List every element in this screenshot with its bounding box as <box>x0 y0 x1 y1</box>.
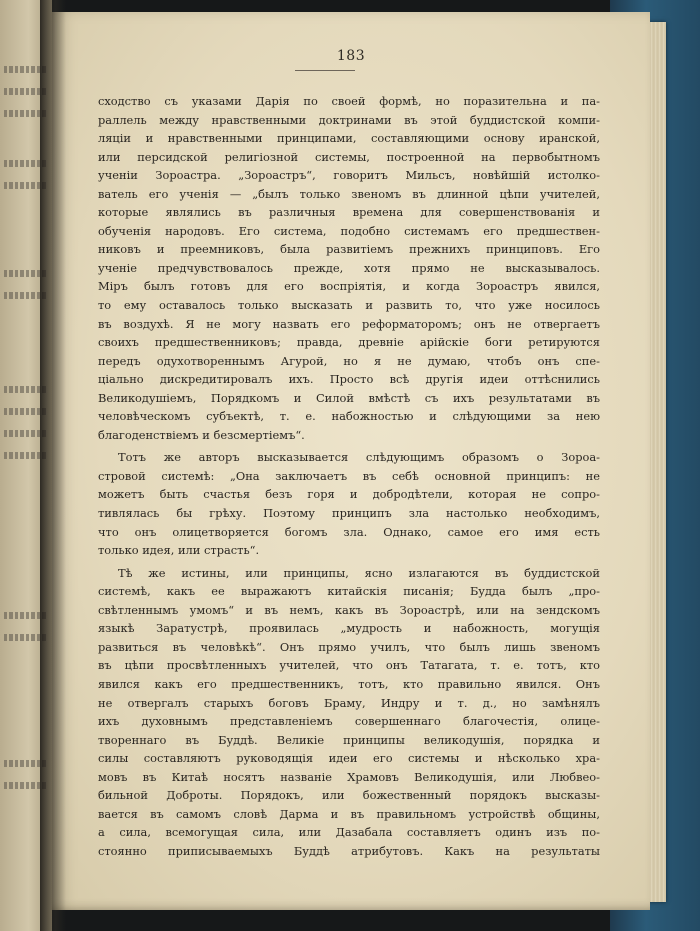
text-line: сходство съ указами Дарія по своей формѣ, но поразительна и па- <box>98 94 600 108</box>
text-line: Великодушіемъ, Порядкомъ и Силой вмѣстѣ съ ихъ результатами въ <box>98 390 600 405</box>
text-line: ихъ духовнымъ представленіемъ совершеннаго благочестія, олице- <box>98 714 600 729</box>
text-line: можетъ быть счастья безъ горя и добродѣтели, которая не сопро- <box>98 487 600 502</box>
page-body-text <box>98 92 600 860</box>
text-line: въ воздухѣ. Я не могу назвать его реформаторомъ; онъ не отвергаетъ <box>98 316 600 331</box>
text-line: тивлялась бы грѣху. Поэтому принципъ зла настолько необходимъ, <box>98 506 600 521</box>
page-number: 183 <box>336 48 366 64</box>
text-line: передъ одухотвореннымъ Агурой, но я не думаю, чтобъ онъ спе- <box>98 353 600 368</box>
text-line: ляціи и нравственными принципами, составляющими основу иранской, <box>98 131 600 146</box>
text-line: Міръ былъ готовъ для его воспріятія, и когда Зороастръ явился, <box>98 279 600 294</box>
text-line: никовъ и преемниковъ, была развитіемъ прежнихъ принциповъ. Его <box>98 242 600 257</box>
text-line: Тотъ же авторъ высказывается слѣдующимъ образомъ о Зороа- <box>118 450 600 465</box>
text-line: вается въ самомъ словѣ Дарма и въ правильномъ устройствѣ общины, <box>98 806 600 821</box>
page-number-rule <box>295 70 355 71</box>
text-line: только идея, или страсть“. <box>98 543 260 558</box>
text-line: раллель между нравственными доктринами въ этой буддистской компи- <box>98 112 600 127</box>
text-line: явился какъ его предшественникъ, тотъ, кто правильно явился. Онъ <box>98 676 600 691</box>
text-line: стровой системѣ: „Она заключаетъ въ себѣ основной принципъ: не <box>98 468 600 483</box>
text-line: развиться въ человѣкѣ“. Онъ прямо училъ, что былъ лишь звеномъ <box>98 639 600 654</box>
text-line: а сила, всемогущая сила, или Дазабала составляетъ одинъ изъ по- <box>98 825 600 840</box>
book-gutter-shadow <box>40 0 66 931</box>
text-line: или персидской религіозной системы, построенной на первобытномъ <box>98 149 600 164</box>
text-line: ватель его ученія — „былъ только звеномъ въ длинной цѣпи учителей, <box>98 186 600 201</box>
text-line: не отвергалъ старыхъ боговъ Браму, Индру и т. д., но замѣнялъ <box>98 695 600 710</box>
text-line: обученія народовъ. Его система, подобно системамъ его предшествен- <box>98 223 600 238</box>
text-line: человѣческомъ субъектѣ, т. е. набожностью и слѣдующими за нею <box>98 409 600 424</box>
text-line: ученіе предчувствовалось прежде, хотя прямо не высказывалось. <box>98 260 600 275</box>
book-page <box>52 12 650 910</box>
text-line: силы составляютъ руководящія идеи его системы и нѣсколько хра- <box>98 751 600 766</box>
text-line: ученіи Зороастра. „Зороастръ“, говоритъ Мильсъ, новѣйшій истолко- <box>98 168 600 183</box>
text-line: своихъ предшественниковъ; правда, древніе арійскіе боги ретируются <box>98 335 600 350</box>
text-line: свѣтленнымъ умомъ“ и въ немъ, какъ въ Зороастрѣ, или на зендскомъ <box>98 602 600 617</box>
text-line: въ цѣпи просвѣтленныхъ учителей, что онъ Татагата, т. е. тотъ, кто <box>98 658 600 673</box>
text-line: благоденствіемъ и безсмертіемъ“. <box>98 427 305 442</box>
text-line: то ему оставалось только высказать и развить то, что уже носилось <box>98 298 600 313</box>
text-line: языкѣ Заратустрѣ, проявилась „мудрость и набожность, могущія <box>98 621 600 636</box>
text-line: Тѣ же истины, или принципы, ясно излагаются въ буддистской <box>118 565 600 580</box>
text-line: которые являлись въ различныя времена для совершенствованія и <box>98 205 600 220</box>
text-line: стоянно приписываемыхъ Буддѣ атрибутовъ. Какъ на результаты <box>98 843 600 858</box>
text-line: твореннаго въ Буддѣ. Великіе принципы великодушія, порядка и <box>98 732 600 747</box>
text-line: мовъ въ Китаѣ носятъ названіе Храмовъ Великодушія, или Любвео- <box>98 769 600 784</box>
text-line: ціально дискредитировалъ ихъ. Просто всѣ другія идеи оттѣснились <box>98 372 600 387</box>
text-line: бильной Доброты. Порядокъ, или божественный порядокъ высказы- <box>98 788 600 803</box>
text-line: что онъ олицетворяется богомъ зла. Однако, самое его имя есть <box>98 524 600 539</box>
text-line: системѣ, какъ ее выражаютъ китайскія писанія; Будда былъ „про- <box>98 584 600 599</box>
